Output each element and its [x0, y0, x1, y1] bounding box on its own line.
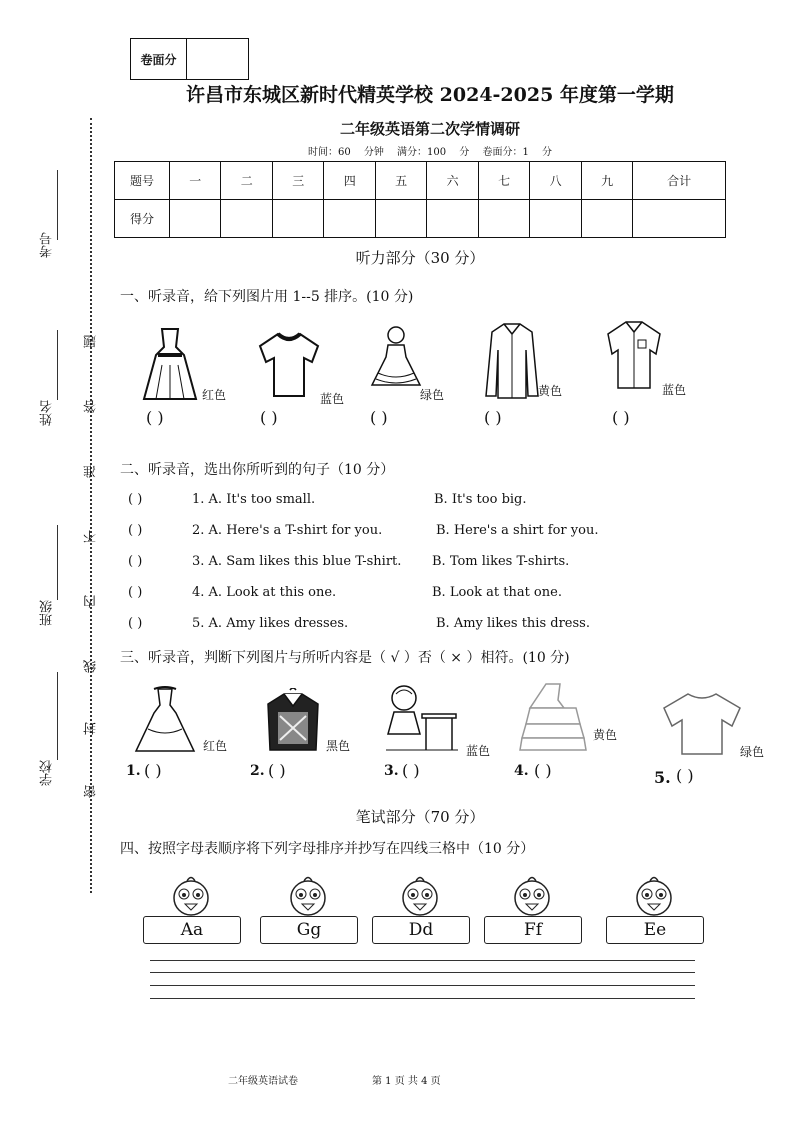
q2-option-b: B. Tom likes T-shirts. [432, 554, 570, 569]
q3-title: 三、听录音，判断下列图片与所听内容是（ √ ）否（ × ）相符。(10 分) [120, 650, 570, 666]
score-cell[interactable] [272, 200, 323, 238]
score-table-header-row [115, 162, 726, 200]
writing-line [150, 985, 695, 986]
writing-heading: 笔试部分（70 分） [355, 808, 485, 826]
bird-icon [260, 872, 356, 916]
score-table-col: 二 [221, 162, 272, 200]
score-table [114, 161, 726, 238]
q4-title: 四、按照字母表顺序将下列字母排序并抄写在四线三格中（10 分） [120, 841, 535, 857]
q3-answer[interactable]: ( ) [534, 761, 552, 780]
q2-paren[interactable]: ( ) [128, 523, 143, 538]
score-cell[interactable] [478, 200, 529, 238]
score-cell[interactable] [324, 200, 375, 238]
q2-option-a: 3. A. Sam likes this blue T-shirt. [192, 554, 402, 569]
q2-paren[interactable]: ( ) [128, 585, 143, 600]
q3-answer[interactable]: ( ) [402, 761, 420, 780]
footer-page-number: 第 1 页 共 4 页 [372, 1076, 441, 1087]
letter-card-label: Ee [606, 916, 704, 944]
binding-dotted-line [90, 118, 92, 893]
tshirt-icon [258, 330, 320, 400]
q3-number: 4. [514, 763, 529, 779]
q3-item-2 [264, 688, 322, 758]
bird-icon [606, 872, 702, 916]
letter-card-2 [260, 872, 358, 944]
q1-item-5 [604, 318, 664, 396]
gown-icon [132, 685, 198, 755]
letter-card-label: Dd [372, 916, 470, 944]
exam-title: 二年级英语第二次学情调研 [339, 120, 520, 138]
bird-icon [143, 872, 239, 916]
q1-answer[interactable]: ( ) [484, 408, 502, 427]
tshirt-icon [662, 690, 742, 758]
score-table-col: 七 [478, 162, 529, 200]
score-table-col: 八 [530, 162, 581, 200]
q1-item-2 [258, 330, 320, 404]
q1-item-3 [368, 325, 424, 397]
q1-answer[interactable]: ( ) [260, 408, 278, 427]
score-table-score-row [115, 200, 726, 238]
q2-option-b: B. Here's a shirt for you. [436, 523, 599, 538]
q2-title: 二、听录音，选出你所听到的句子（10 分） [120, 462, 395, 478]
girl-sitting-icon [382, 684, 462, 754]
side-label-exam-number: 考号 [40, 232, 55, 258]
score-cell[interactable] [170, 200, 221, 238]
side-label-name: 姓名 [40, 400, 55, 426]
q1-title: 一、听录音，给下列图片用 1--5 排序。(10 分) [120, 289, 414, 305]
q2-option-a: 5. A. Amy likes dresses. [192, 616, 349, 631]
q2-paren[interactable]: ( ) [128, 554, 143, 569]
score-box-label: 卷面分 [131, 39, 187, 79]
letter-card-3 [372, 872, 470, 944]
side-underline [57, 672, 58, 760]
writing-line [150, 972, 695, 973]
q3-number: 1. [126, 763, 141, 779]
q3-answer[interactable]: ( ) [268, 761, 286, 780]
q2-option-b: B. Look at that one. [432, 585, 562, 600]
score-cell[interactable] [633, 200, 726, 238]
school-title: 许昌市东城区新时代精英学校 2024-2025 年度第一学期 [186, 84, 674, 106]
letter-card-label: Gg [260, 916, 358, 944]
score-cell[interactable] [581, 200, 632, 238]
letter-card-label: Aa [143, 916, 241, 944]
score-table-col: 六 [427, 162, 478, 200]
score-box-blank[interactable] [187, 39, 248, 79]
score-table-col: 五 [375, 162, 426, 200]
q2-option-a: 4. A. Look at this one. [192, 585, 337, 600]
score-cell[interactable] [375, 200, 426, 238]
q2-paren[interactable]: ( ) [128, 616, 143, 631]
q2-option-b: B. It's too big. [434, 492, 527, 507]
score-cell[interactable] [427, 200, 478, 238]
bird-icon [484, 872, 580, 916]
girl-dress-icon [368, 325, 424, 393]
score-table-col: 九 [581, 162, 632, 200]
seal-char: 答 [84, 400, 99, 413]
bird-icon [372, 872, 468, 916]
q3-color: 黑色 [326, 739, 351, 753]
q3-color: 黄色 [593, 728, 618, 742]
jacket-icon [264, 688, 322, 754]
exam-meta: 时间：60 分钟 满分：100 分 卷面分：1 分 [307, 147, 553, 158]
footer-subject: 二年级英语试卷 [228, 1076, 298, 1087]
score-box [130, 38, 249, 80]
q2-option-b: B. Amy likes this dress. [436, 616, 590, 631]
q1-color: 绿色 [420, 388, 445, 402]
score-cell[interactable] [530, 200, 581, 238]
seal-char: 不 [84, 530, 99, 543]
q1-color: 蓝色 [662, 383, 687, 397]
q3-number: 5. [654, 768, 671, 787]
q3-number: 3. [384, 763, 399, 779]
seal-char: 准 [84, 465, 99, 478]
q3-answer[interactable]: ( ) [144, 761, 162, 780]
q3-answer[interactable]: ( ) [676, 766, 694, 785]
letter-card-1 [143, 872, 241, 944]
score-table-col: 一 [170, 162, 221, 200]
letter-card-label: Ff [484, 916, 582, 944]
side-underline [57, 525, 58, 600]
listening-heading: 听力部分（30 分） [355, 249, 485, 267]
q3-item-5 [662, 690, 742, 762]
q1-item-4 [482, 320, 542, 406]
score-table-col: 三 [272, 162, 323, 200]
q2-option-a: 2. A. Here's a T-shirt for you. [192, 523, 383, 538]
q3-item-3 [382, 684, 462, 758]
letter-card-5 [606, 872, 704, 944]
score-table-col: 合计 [633, 162, 726, 200]
writing-line [150, 998, 695, 999]
side-underline [57, 330, 58, 400]
q3-item-4 [518, 680, 588, 758]
seal-char: 封 [84, 722, 99, 735]
q1-color: 红色 [202, 388, 227, 402]
writing-line [150, 960, 695, 961]
q1-color: 黄色 [538, 384, 563, 398]
score-table-col: 四 [324, 162, 375, 200]
q1-item-1 [140, 325, 200, 407]
q2-option-a: 1. A. It's too small. [192, 492, 316, 507]
q1-color: 蓝色 [320, 392, 345, 406]
score-cell[interactable] [221, 200, 272, 238]
q3-color: 绿色 [740, 745, 765, 759]
score-table-row-label: 题号 [115, 162, 170, 200]
q1-answer[interactable]: ( ) [146, 408, 164, 427]
dress-icon [140, 325, 200, 403]
shirt-icon [482, 320, 542, 402]
tiered-dress-icon [518, 680, 588, 754]
side-underline [57, 170, 58, 240]
q3-number: 2. [250, 763, 265, 779]
seal-char: 题 [84, 335, 99, 348]
q3-item-1 [132, 685, 198, 759]
side-label-school: 学校 [40, 760, 55, 786]
seal-char: 内 [84, 595, 99, 608]
seal-char: 密 [84, 785, 99, 798]
q3-color: 红色 [203, 739, 228, 753]
score-table-row-label: 得分 [115, 200, 170, 238]
q1-answer[interactable]: ( ) [612, 408, 630, 427]
short-sleeve-shirt-icon [604, 318, 664, 392]
seal-char: 线 [84, 660, 99, 673]
q3-color: 蓝色 [466, 744, 491, 758]
q2-paren[interactable]: ( ) [128, 492, 143, 507]
side-label-class: 班级 [40, 600, 55, 626]
letter-card-4 [484, 872, 582, 944]
q1-answer[interactable]: ( ) [370, 408, 388, 427]
